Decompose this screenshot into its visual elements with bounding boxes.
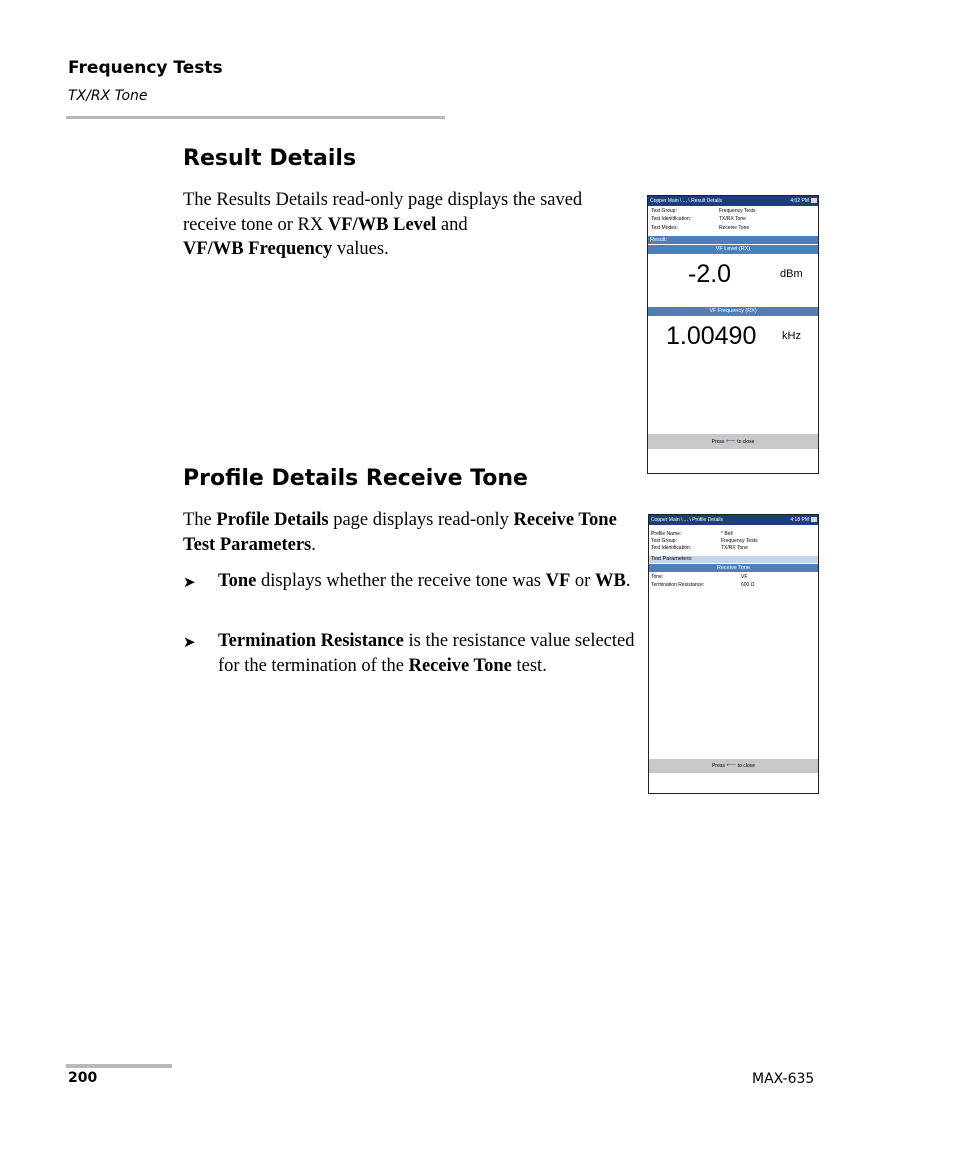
level-value: -2.0 bbox=[688, 260, 732, 288]
info-row: Test Modes: Receive Tone bbox=[651, 225, 750, 231]
profile-details-screenshot bbox=[648, 514, 819, 794]
close-hint-bar[interactable]: Press ⟵ to close bbox=[648, 434, 818, 449]
product-model: MAX-635 bbox=[752, 1071, 815, 1087]
profile-details-paragraph: The Profile Details page displays read-only Receive Tone Test Parameters. bbox=[183, 510, 617, 555]
running-header-subsection: TX/RX Tone bbox=[68, 88, 148, 104]
battery-icon bbox=[811, 517, 817, 522]
back-arrow-icon: ⟵ bbox=[725, 438, 736, 445]
test-parameters-bar: Test Parameters: bbox=[649, 556, 819, 563]
breadcrumb: Copper Main \ ... \ Result Details bbox=[650, 198, 722, 204]
frequency-header: VF Frequency (RX) bbox=[648, 307, 818, 316]
info-row: Test Identification: TX/RX Tone bbox=[651, 216, 746, 222]
back-arrow-icon: ⟵ bbox=[726, 762, 737, 769]
footer-rule bbox=[66, 1064, 172, 1068]
info-row: Test Group: Frequency Tests bbox=[651, 208, 756, 214]
frequency-value: 1.00490 bbox=[666, 322, 757, 350]
param-row: Tone: VF bbox=[651, 574, 748, 580]
frequency-unit: kHz bbox=[782, 330, 801, 342]
result-details-heading: Result Details bbox=[183, 146, 357, 171]
battery-icon bbox=[811, 198, 817, 203]
level-header: VF Level (RX) bbox=[648, 245, 818, 254]
page-number: 200 bbox=[68, 1070, 98, 1086]
receive-tone-header: Receive Tone bbox=[649, 564, 818, 572]
clock: 4:18 PM bbox=[790, 517, 809, 523]
param-row: Termination Resistance: 600 Ω bbox=[651, 582, 755, 588]
device-title-bar bbox=[649, 515, 818, 525]
clock: 4:02 PM bbox=[790, 198, 809, 204]
header-rule bbox=[66, 116, 445, 119]
info-row: Profile Name: * Bell bbox=[651, 531, 733, 537]
result-details-paragraph: The Results Details read-only page displays the saved receive tone or RX VF/WB Level and VF/WB Frequency values. bbox=[183, 190, 583, 259]
profile-details-heading: Profile Details Receive Tone bbox=[183, 466, 528, 491]
breadcrumb: Copper Main \ ... \ Profile Details bbox=[651, 517, 723, 523]
level-unit: dBm bbox=[780, 268, 803, 280]
info-row: Test Group: Frequency Tests bbox=[651, 538, 758, 544]
result-details-screenshot bbox=[647, 195, 819, 474]
info-row: Test Identification: TX/RX Tone bbox=[651, 545, 748, 551]
device-title-bar bbox=[648, 196, 818, 206]
result-label-bar: Result: bbox=[648, 236, 819, 244]
arrow-bullet-icon: ➤ bbox=[183, 633, 196, 651]
arrow-bullet-icon: ➤ bbox=[183, 573, 196, 591]
close-hint-bar[interactable]: Press ⟵ to close bbox=[649, 759, 818, 773]
running-header-section: Frequency Tests bbox=[68, 58, 223, 78]
